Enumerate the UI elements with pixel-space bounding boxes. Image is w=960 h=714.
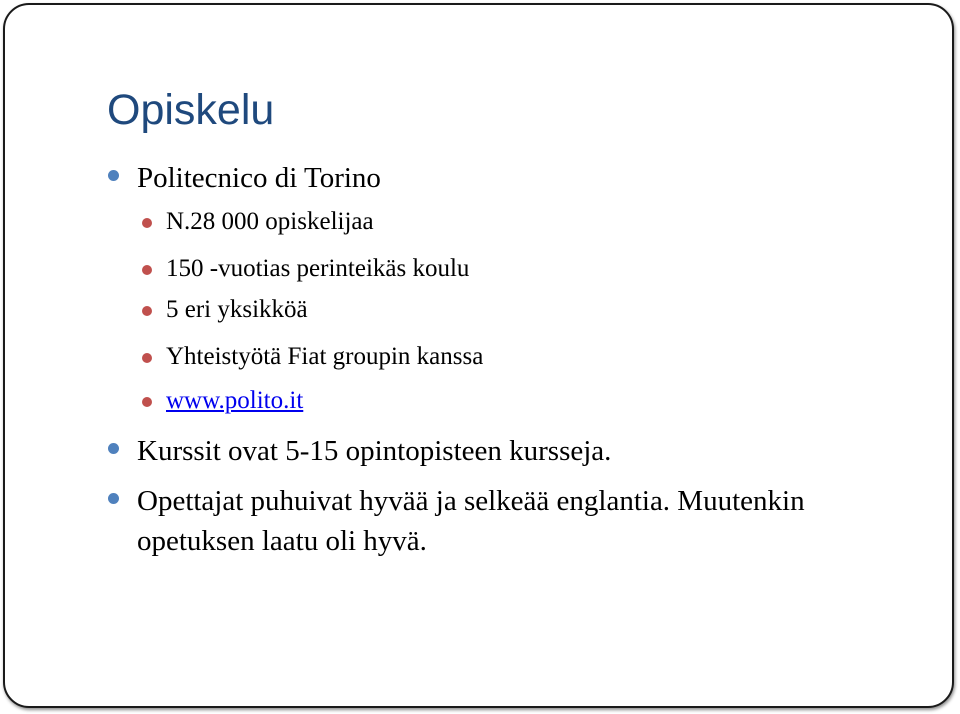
bullet-dot-icon (108, 443, 119, 454)
slide-frame (3, 3, 954, 708)
sub-bullet-dot-icon (142, 265, 152, 275)
list-item-teachers: Opettajat puhuivat hyvää ja selkeää englantia. Muutenkin opetuksen laatu oli hyvä. (137, 485, 805, 557)
sub-item-website (166, 384, 303, 418)
sub-item-units: 5 eri yksikköä (166, 296, 308, 323)
sub-bullet-dot-icon (142, 397, 152, 407)
sub-bullet-dot-icon (142, 218, 152, 228)
sub-item-students: N.28 000 opiskelijaa (166, 208, 374, 235)
sub-bullet-dot-icon (142, 306, 152, 316)
sub-bullet-dot-icon (142, 353, 152, 363)
slide-title: Opiskelu (107, 86, 275, 134)
bullet-dot-icon (108, 170, 119, 181)
list-item-courses: Kurssit ovat 5-15 opintopisteen kursseja. (137, 435, 612, 467)
sub-item-fiat: Yhteistyötä Fiat groupin kanssa (166, 343, 484, 370)
bullet-dot-icon (108, 493, 119, 504)
sub-item-history: 150 -vuotias perinteikäs koulu (166, 255, 470, 282)
list-item-politecnico: Politecnico di Torino (137, 162, 381, 194)
website-link[interactable]: www.polito.it (166, 387, 304, 414)
